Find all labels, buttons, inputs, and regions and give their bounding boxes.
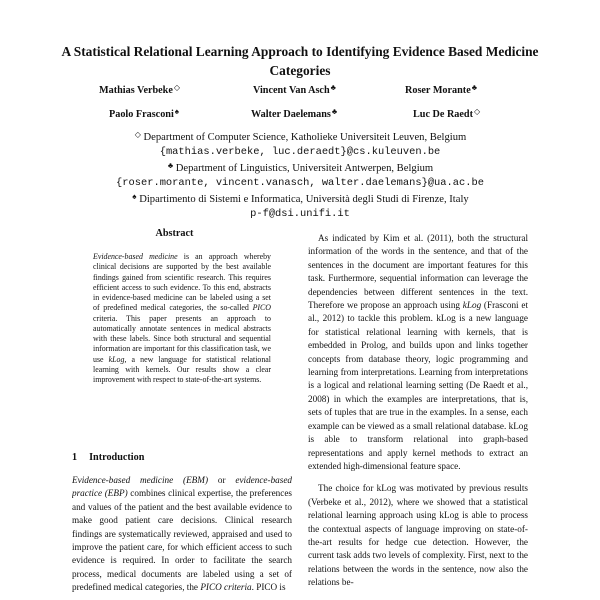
affiliation-mark: ♠ bbox=[132, 192, 137, 201]
intro-text: . PICO is bbox=[251, 582, 286, 593]
intro-pico-criteria: PICO criteria bbox=[200, 582, 252, 593]
intro-text: combines clinical expertise, the preferences and values of the patient and the best available evidence to make good patient care decisions. Clinical research findings are systematically reviewed, appraised and used to improve the patient care, for which efficient access to such evidence is required. In order to facilitate the search process, medical documents are labeled using a set of predefined medical categories, the bbox=[72, 488, 292, 593]
author-name: Luc De Raedt bbox=[413, 109, 473, 120]
paper-title: A Statistical Relational Learning Approach to Identifying Evidence Based Medicine Categories bbox=[61, 44, 539, 78]
affiliation-3 bbox=[40, 190, 560, 207]
paragraph-1 bbox=[308, 232, 528, 473]
affiliation-mark: ♣ bbox=[167, 161, 174, 170]
affiliation-emails: {roser.morante, vincent.vanasch, walter.daelemans}@ua.ac.be bbox=[116, 177, 484, 189]
abstract-klog: kLog bbox=[108, 354, 125, 364]
author-5 bbox=[251, 107, 337, 120]
abstract-text: , a new language for statistical relational learning with kernels. Our results show a clear improvement with respect to state-of-the-art systems. bbox=[93, 354, 272, 384]
affiliations bbox=[40, 128, 560, 221]
author-1 bbox=[99, 83, 180, 96]
author-name: Vincent Van Asch bbox=[253, 85, 330, 96]
section-number: 1 bbox=[72, 452, 78, 463]
klog-term: kLog bbox=[462, 300, 482, 311]
author-mark: ◇ bbox=[474, 107, 481, 116]
paragraph-2: The choice for kLog was motivated by previous results (Verbeke et al., 2012), where we showed that a statistical relational learning approach using kLog is able to process the contextual aspects of language improving on state-of-the-art results for hedge cue detection. However, the current task adds two levels of complexity. First, next to the relations between the words in the sentence, now also the relations be- bbox=[308, 483, 528, 588]
right-column bbox=[308, 232, 528, 600]
abstract-pico: PICO bbox=[252, 303, 271, 313]
author-mark: ♣ bbox=[471, 83, 477, 92]
author-mark: ♠ bbox=[174, 107, 180, 116]
affiliation-emails: p-f@dsi.unifi.it bbox=[250, 208, 350, 220]
abstract-heading: Abstract bbox=[155, 228, 194, 239]
author-name: Paolo Frasconi bbox=[109, 109, 174, 120]
affiliation-emails: {mathias.verbeke, luc.deraedt}@cs.kuleuven.be bbox=[159, 146, 441, 158]
section-heading bbox=[72, 452, 144, 463]
author-name: Mathias Verbeke bbox=[99, 85, 173, 96]
intro-term-ebm: Evidence-based medicine (EBM) bbox=[72, 475, 209, 485]
introduction-body bbox=[72, 474, 292, 600]
affiliation-mark: ◇ bbox=[134, 130, 141, 139]
affiliation-institution: Department of Computer Science, Katholieke Universiteit Leuven, Belgium bbox=[143, 132, 467, 143]
author-2 bbox=[253, 83, 336, 96]
author-mark: ◇ bbox=[173, 83, 181, 92]
affiliation-1 bbox=[40, 128, 560, 145]
abstract-text: is an approach whereby clinical decisions are supported by the best available findings gained from scientific research. This requires efficient access to such evidence. To this end, abstracts in evidence-based medicine can be labeled using a set of predefined medical categories, the so-called bbox=[93, 252, 272, 313]
intro-text: or bbox=[208, 475, 236, 485]
section-title: Introduction bbox=[89, 452, 145, 463]
paragraph-text: (Frasconi et al., 2012) to tackle this problem. kLog is a new language for statistical relational learning with kernels, that is embedded in Prolog, and builds upon and links together concepts from database theory, logic programming and learning from interpretations. Learning from interpretations is a logical and relational learning setting (De Raedt et al., 2008) in which the examples are interpretations, that is, sets of tuples that are true in the examples. In a sense, each example can be viewed as a small relational database. kLog is able to transform relational into graph-based representations and apply kernel methods to extract an extended high-dimensional feature space. bbox=[308, 300, 528, 471]
abstract-term: Evidence-based medicine bbox=[93, 252, 178, 261]
author-3 bbox=[405, 83, 477, 96]
author-name: Walter Daelemans bbox=[251, 109, 331, 120]
affiliation-institution: Dipartimento di Sistemi e Informatica, Università degli Studi di Firenze, Italy bbox=[139, 194, 469, 205]
affiliation-institution: Department of Linguistics, Universiteit Antwerpen, Belgium bbox=[175, 163, 434, 174]
author-6 bbox=[413, 107, 480, 120]
abstract-text: criteria. This paper presents an approach to automatically annotate sentences in medical abstracts with these labels. Since both structural and sequential information are important for this classification task, we use bbox=[93, 313, 271, 364]
author-4 bbox=[109, 107, 179, 120]
paragraph-text: As indicated by Kim et al. (2011), both the structural information of the words in the sentence, and that of the sentences in the document are important features for this task. Furthermore, sequential information can leverage the dependencies between different sentences in the text. Therefore we propose an approach using bbox=[308, 233, 528, 311]
intro-term-ebp: evidence-based practice (EBP) bbox=[72, 475, 292, 499]
author-name: Roser Morante bbox=[405, 85, 471, 96]
affiliation-2 bbox=[40, 159, 560, 176]
abstract-body bbox=[93, 252, 271, 385]
author-mark: ♣ bbox=[331, 107, 338, 116]
author-mark: ♣ bbox=[330, 83, 336, 92]
